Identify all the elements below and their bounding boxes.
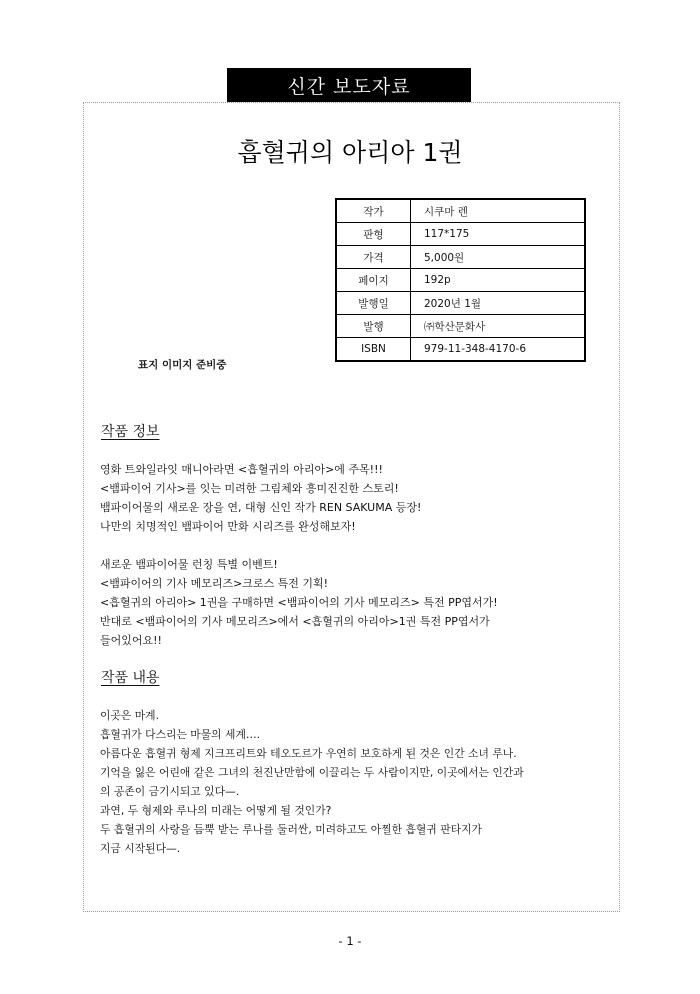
info-value: 192p [411, 269, 586, 292]
paragraph-line: 뱀파이어물의 새로운 장을 연, 대형 신인 작가 REN SAKUMA 등장! [100, 501, 422, 514]
paragraph-line: 영화 트와일라잇 매니아라면 <흡혈귀의 아리아>에 주목!!! [100, 463, 383, 476]
info-key: ISBN [336, 338, 411, 362]
paragraph-line: 두 흡혈귀의 사랑을 듬뿍 받는 루나를 둘러싼, 미려하고도 아찔한 흡혈귀 판타지가 [100, 823, 482, 836]
paragraph-line: 반대로 <뱀파이어의 기사 메모리즈>에서 <흡혈귀의 아리아>1권 특전 PP엽서가 [100, 615, 490, 628]
info-key: 가격 [336, 246, 411, 269]
info-key: 페이지 [336, 269, 411, 292]
info-key: 판형 [336, 223, 411, 246]
info-key: 작가 [336, 199, 411, 223]
table-row [336, 223, 585, 246]
info-key: 발행 [336, 315, 411, 338]
paragraph-line: 의 공존이 금기시되고 있다—. [100, 785, 240, 798]
paragraph-line: 흡혈귀가 다스리는 마물의 세계…. [100, 728, 261, 741]
cover-image-note: 표지 이미지 준비중 [138, 359, 227, 371]
info-key: 발행일 [336, 292, 411, 315]
paragraph-line: 나만의 치명적인 뱀파이어 만화 시리즈를 완성해보자! [100, 520, 356, 533]
table-row [336, 199, 585, 223]
book-info-table [335, 198, 586, 362]
info-value: 5,000원 [411, 246, 586, 269]
paragraph-line: 기억을 잃은 어린애 같은 그녀의 천진난만함에 이끌리는 두 사람이지만, 이곳에서는 인간과 [100, 766, 524, 779]
table-row [336, 269, 585, 292]
table-row [336, 315, 585, 338]
table-row [336, 338, 585, 362]
table-row [336, 292, 585, 315]
info-value: ㈜학산문화사 [411, 315, 586, 338]
section-heading-content: 작품 내용 [101, 670, 160, 686]
section-heading-info: 작품 정보 [101, 424, 160, 440]
info-value: 시쿠마 렌 [411, 199, 586, 223]
paragraph-line: 이곳은 마계. [100, 709, 160, 722]
paragraph-line: 새로운 뱀파이어물 런칭 특별 이벤트! [100, 558, 278, 571]
page-number: - 1 - [338, 934, 362, 948]
header-label: 신간 보도자료 [287, 75, 411, 98]
info-value: 2020년 1월 [411, 292, 586, 315]
press-release-header [227, 68, 471, 102]
info-value: 117*175 [411, 223, 586, 246]
book-title: 흡혈귀의 아리아 1권 [237, 138, 463, 167]
paragraph-line: <흡혈귀의 아리아> 1권을 구매하면 <뱀파이어의 기사 메모리즈> 특전 PP엽서가! [100, 596, 498, 609]
paragraph-line: <뱀파이어의 기사 메모리즈>크로스 특전 기획! [100, 577, 329, 590]
info-value: 979-11-348-4170-6 [411, 338, 586, 362]
paragraph-line: 들어있어요!! [100, 634, 162, 647]
paragraph-line: 과연, 두 형제와 루나의 미래는 어떻게 될 것인가? [100, 804, 332, 817]
paragraph-line: 아름다운 흡혈귀 형제 지크프리트와 테오도르가 우연히 보호하게 된 것은 인간 소녀 루나. [100, 747, 517, 760]
table-row [336, 246, 585, 269]
section-info-body [100, 460, 498, 650]
section-content-body [100, 706, 524, 858]
paragraph-line: <뱀파이어 기사>를 잇는 미려한 그림체와 흥미진진한 스토리! [100, 482, 399, 495]
paragraph-line [100, 536, 498, 555]
paragraph-line: 지금 시작된다—. [100, 842, 181, 855]
